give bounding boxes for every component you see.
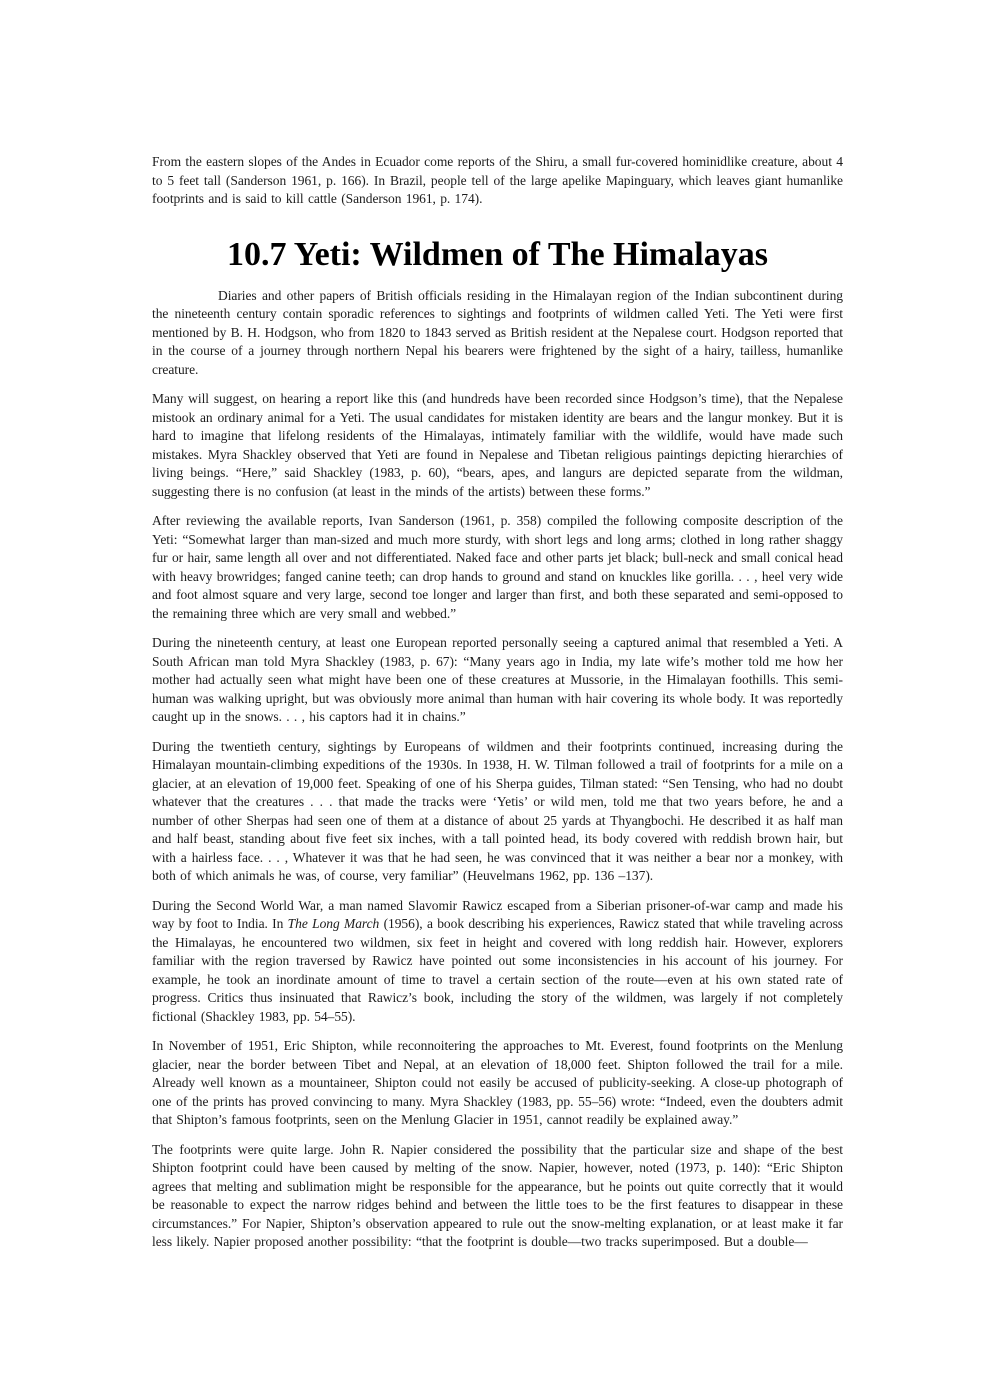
paragraph-sanderson-description: After reviewing the available reports, Ivan Sanderson (1961, p. 358) compiled the following composite description of the Yeti: “Somewhat larger than man-sized and much more sturdy, with short legs and long arms; clothed in long rather shaggy fur or hair, same length all over and not differentiated. Naked face and other parts jet black; bull-neck and small conical head with heavy browridges; fanged canine teeth; can drop hands to ground and stand on knuckles like gorilla. . . , heel very wide and foot almost square and very large, second toe longer and larger than first, and both these separated and semi-opposed to the remaining three which are very small and webbed.” — [152, 513, 843, 621]
section-heading: 10.7 Yeti: Wildmen of The Himalayas — [227, 235, 768, 273]
lead-paragraph: From the eastern slopes of the Andes in Ecuador come reports of the Shiru, a small fur-covered hominidlike creature, about 4 to 5 feet tall (Sanderson 1961, p. 166). In Brazil, people tell of the large apelike Mapinguary, which leaves giant humanlike footprints and is said to kill cattle (Sanderson 1961, p. 174). — [152, 154, 843, 206]
paragraph-rawicz-text-before-title: During the Second World War, a man named Slavomir Rawicz escaped from a Siberian prisoner-of-war camp and made his way by foot to India. In — [152, 897, 843, 931]
paragraph-tilman-sighting: During the twentieth century, sightings by Europeans of wildmen and their footprints continued, increasing during the Himalayan mountain-climbing expeditions of the 1930s. In 1938, H. W. Tilman followed a trail of footprints for a mile on a glacier, at an elevation of 19,000 feet. Speaking of one of his Sherpa guides, Tilman stated: “Sen Tensing, who had no doubt whatever that the creatures . . . that made the tracks were ‘Yetis’ or wild men, told me that two years before, he and a number of other Sherpas had seen one of them at a distance of about 25 yards at Thyangbochi. He described it as half man and half beast, standing about five feet six inches, with a tall pointed head, its body covered with reddish brown hair, but with a hairless face. . . , Whatever it was that he had seen, he was convinced that it was neither a bear nor a monkey, with both of which animals he was, of course, very familiar” (Heuvelmans 1962, pp. 136 –137). — [152, 738, 843, 883]
paragraph-rawicz — [152, 897, 843, 1027]
paragraph-hodgson-diaries: Diaries and other papers of British officials residing in the Himalayan region of the Indian subcontinent during the nineteenth century contain sporadic references to sightings and footprints of wildmen called Yeti. The Yeti were first mentioned by B. H. Hodgson, who from 1820 to 1843 served as British resident at the Nepalese court. Hodgson reported that in the course of a journey through northern Nepal his bearers were frightened by the sight of a hairy, tailless, humanlike creature. — [152, 287, 843, 377]
paragraph-napier-analysis: The footprints were quite large. John R. Napier considered the possibility that the particular size and shape of the best Shipton footprint could have been caused by melting of the snow. Napier, however, noted (1973, p. 140): “Eric Shipton agrees that melting and sublimation might be responsible for the appearance, but he points out quite correctly that it would be reasonable to expect the narrow ridges behind and between the little toes to be the first features to disappear in these circumstances.” For Napier, Shipton’s observation appeared to rule out the snow-melting explanation, or at least make it far less likely. Napier proposed another possibility: “that the footprint is double—two tracks superimposed. But a double— — [152, 1141, 843, 1249]
paragraph-mistaken-identity: Many will suggest, on hearing a report like this (and hundreds have been recorded since Hodgson’s time), that the Nepalese mistook an ordinary animal for a Yeti. The usual candidates for mistaken identity are bears and the langur monkey. But it is hard to imagine that lifelong residents of the Himalayas, intimately familiar with the wildlife, would have made such mistakes. Myra Shackley observed that Yeti are found in Nepalese and Tibetan religious paintings depicting hierarchies of living beings. “Here,” said Shackley (1983, p. 60), “bears, apes, and langurs are depicted separate from the wildman, suggesting there is no confusion (at least in the minds of the artists) between these forms.” — [152, 391, 843, 499]
paragraph-rawicz-text-after-title: (1956), a book describing his experiences, Rawicz stated that while traveling across the Himalayas, he encountered two wildmen, six feet in height and covered with long reddish hair. However, explorers familiar with the region traversed by Rawicz have pointed out some inconsistencies in his account of his journey. For example, he took an inordinate amount of time to travel a certain section of the route—even at his own stated rate of progress. Critics thus insinuated that Rawicz’s book, including the story of the wildmen, was largely if not completely fictional (Shackley 1983, pp. 54–55). — [152, 916, 843, 1024]
paragraph-captured-animal: During the nineteenth century, at least one European reported personally seeing a captured animal that resembled a Yeti. A South African man told Myra Shackley (1983, p. 67): “Many years ago in India, my late wife’s mother told me how her mother had actually seen what might have been one of these creatures at Mussorie, in the Himalayan foothills. This semi-human was walking upright, but was obviously more animal than human with hair covering its whole body. It was reportedly caught up in the snows. . . , his captors had it in chains.” — [152, 635, 843, 724]
book-title-the-long-march: The Long March — [287, 916, 380, 931]
paragraph-shipton-footprints: In November of 1951, Eric Shipton, while reconnoitering the approaches to Mt. Everest, found footprints on the Menlung glacier, near the border between Tibet and Nepal, at an elevation of 18,000 feet. Shipton followed the trail for a mile. Already well known as a mountaineer, Shipton could not easily be accused of publicity-seeking. A close-up photograph of one of the prints has proved convincing to many. Myra Shackley (1983, pp. 55–56) wrote: “Indeed, even the doubters admit that Shipton’s famous footprints, seen on the Menlung Glacier in 1951, cannot readily be explained away.” — [152, 1038, 843, 1127]
